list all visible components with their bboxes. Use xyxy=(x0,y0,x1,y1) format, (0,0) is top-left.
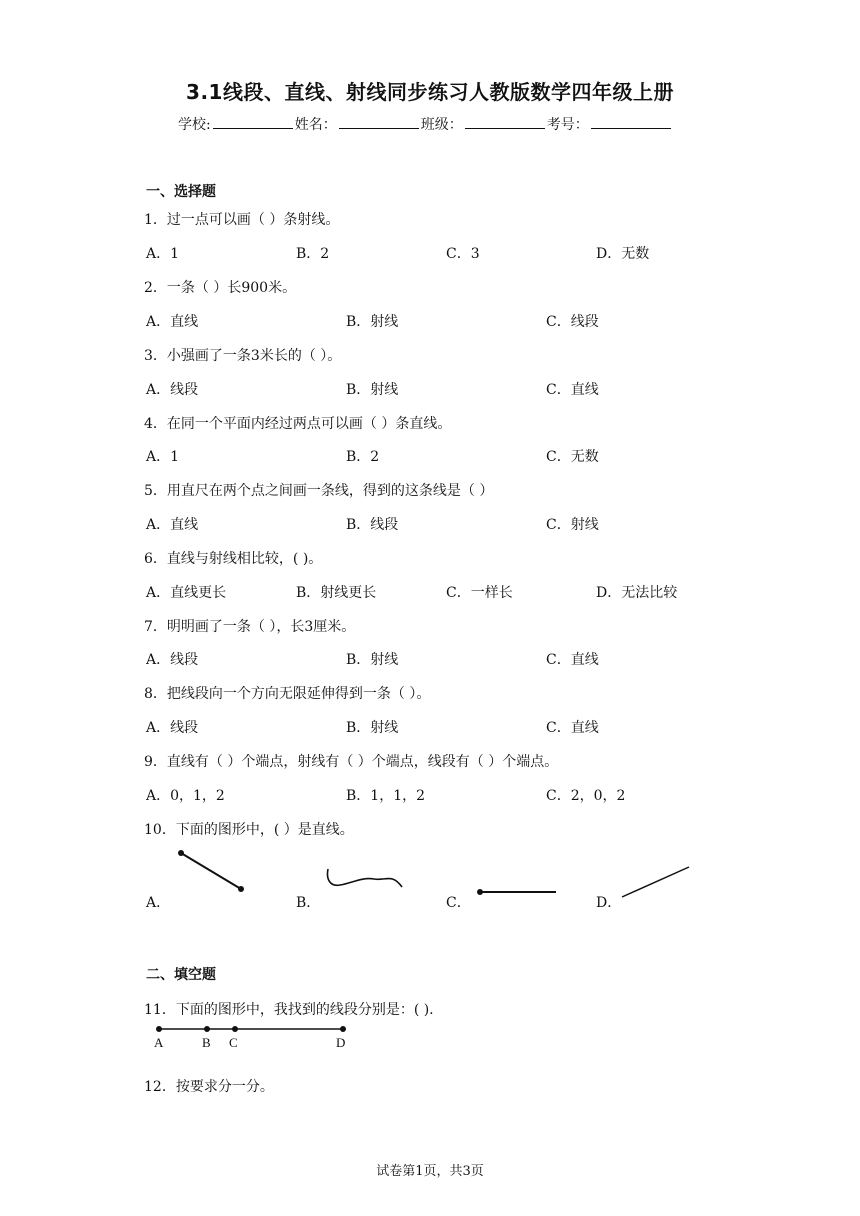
q1-option-b[interactable]: B．2 xyxy=(296,246,330,262)
point-c-label: C xyxy=(229,1035,238,1050)
q5-option-a[interactable]: A．直线 xyxy=(146,517,199,533)
q2-option-c[interactable]: C．线段 xyxy=(546,314,599,330)
q2-option-b[interactable]: B．射线 xyxy=(346,314,399,330)
q4-option-b[interactable]: B．2 xyxy=(346,449,380,465)
q1-option-a[interactable]: A．1 xyxy=(146,246,180,262)
q4-option-a[interactable]: A．1 xyxy=(146,449,180,465)
q9-option-c[interactable]: C．2，0，2 xyxy=(546,788,626,804)
q6-option-d[interactable]: D．无法比较 xyxy=(596,585,678,601)
page-title: 3.1线段、直线、射线同步练习人教版数学四年级上册 xyxy=(186,80,674,104)
q3-option-b[interactable]: B．射线 xyxy=(346,382,399,398)
q4-option-c[interactable]: C．无数 xyxy=(546,449,599,465)
q5-option-c[interactable]: C．射线 xyxy=(546,517,599,533)
figure-b-path xyxy=(328,869,403,887)
question-8: 8．把线段向一个方向无限延伸得到一条（ ）。 xyxy=(144,686,431,702)
question-11: 11．下面的图形中，我找到的线段分别是：( ). xyxy=(144,1002,434,1018)
q2-option-a[interactable]: A．直线 xyxy=(146,314,199,330)
q7-option-a[interactable]: A．线段 xyxy=(146,652,199,668)
q1-option-d[interactable]: D．无数 xyxy=(596,246,650,262)
point-a-dot xyxy=(156,1026,162,1032)
q5-option-b[interactable]: B．线段 xyxy=(346,517,399,533)
page-footer: 试卷第1页，共3页 xyxy=(376,1164,484,1179)
q10-option-d[interactable]: D． xyxy=(596,895,622,911)
point-c-dot xyxy=(232,1026,238,1032)
class-blank[interactable] xyxy=(465,114,545,129)
question-6: 6．直线与射线相比较，( )。 xyxy=(144,551,323,567)
point-b-dot xyxy=(204,1026,210,1032)
figure-a-endpoint-2 xyxy=(238,886,244,892)
q8-option-c[interactable]: C．直线 xyxy=(546,720,599,736)
figure-c-ray xyxy=(472,884,562,900)
name-label: 姓名： xyxy=(294,117,337,133)
question-2: 2．一条（ ）长900米。 xyxy=(144,280,297,296)
section-heading-fill: 二、填空题 xyxy=(146,967,216,983)
question-7: 7．明明画了一条（ ），长3厘米。 xyxy=(144,619,356,635)
figure-a-line xyxy=(181,853,241,889)
question-9: 9．直线有（ ）个端点，射线有（ ）个端点，线段有（ ）个端点。 xyxy=(144,754,559,770)
question-5: 5．用直尺在两个点之间画一条线，得到的这条线是（ ） xyxy=(144,483,494,499)
figure-b-curve xyxy=(322,865,406,897)
q3-option-a[interactable]: A．线段 xyxy=(146,382,199,398)
q10-option-c[interactable]: C． xyxy=(446,895,471,911)
q7-option-c[interactable]: C．直线 xyxy=(546,652,599,668)
q1-option-c[interactable]: C．3 xyxy=(446,246,480,262)
question-3: 3．小强画了一条3米长的（ ）。 xyxy=(144,348,342,364)
q6-option-b[interactable]: B．射线更长 xyxy=(296,585,377,601)
q7-option-b[interactable]: B．射线 xyxy=(346,652,399,668)
q8-option-b[interactable]: B．射线 xyxy=(346,720,399,736)
student-info-line xyxy=(178,114,673,134)
figure-d-line xyxy=(618,862,694,902)
figure-c-endpoint xyxy=(477,889,483,895)
name-blank[interactable] xyxy=(339,114,419,129)
school-label: 学校: xyxy=(178,117,211,133)
question-12: 12．按要求分一分。 xyxy=(144,1079,274,1095)
school-blank[interactable] xyxy=(213,114,293,129)
figure-11-segment xyxy=(150,1022,354,1036)
point-a-label: A xyxy=(154,1035,164,1050)
exam-no-label: 考号： xyxy=(546,117,589,133)
question-1: 1．过一点可以画（ ）条射线。 xyxy=(144,212,340,228)
q9-option-a[interactable]: A．0，1，2 xyxy=(146,788,225,804)
point-d-label: D xyxy=(336,1035,346,1050)
figure-a-endpoint-1 xyxy=(178,850,184,856)
q3-option-c[interactable]: C．直线 xyxy=(546,382,599,398)
q6-option-a[interactable]: A．直线更长 xyxy=(146,585,227,601)
point-d-dot xyxy=(340,1026,346,1032)
question-4: 4．在同一个平面内经过两点可以画（ ）条直线。 xyxy=(144,416,452,432)
question-10: 10．下面的图形中，( ）是直线。 xyxy=(144,822,354,838)
q6-option-c[interactable]: C．一样长 xyxy=(446,585,513,601)
section-heading-choice: 一、选择题 xyxy=(146,184,216,200)
q8-option-a[interactable]: A．线段 xyxy=(146,720,199,736)
q10-option-b[interactable]: B． xyxy=(296,895,321,911)
q10-option-a[interactable]: A． xyxy=(146,895,171,911)
figure-d-stroke xyxy=(622,867,689,897)
figure-a-segment xyxy=(170,845,254,897)
class-label: 班级： xyxy=(420,117,463,133)
q9-option-b[interactable]: B．1，1，2 xyxy=(346,788,426,804)
exam-no-blank[interactable] xyxy=(591,114,671,129)
point-b-label: B xyxy=(202,1035,211,1050)
